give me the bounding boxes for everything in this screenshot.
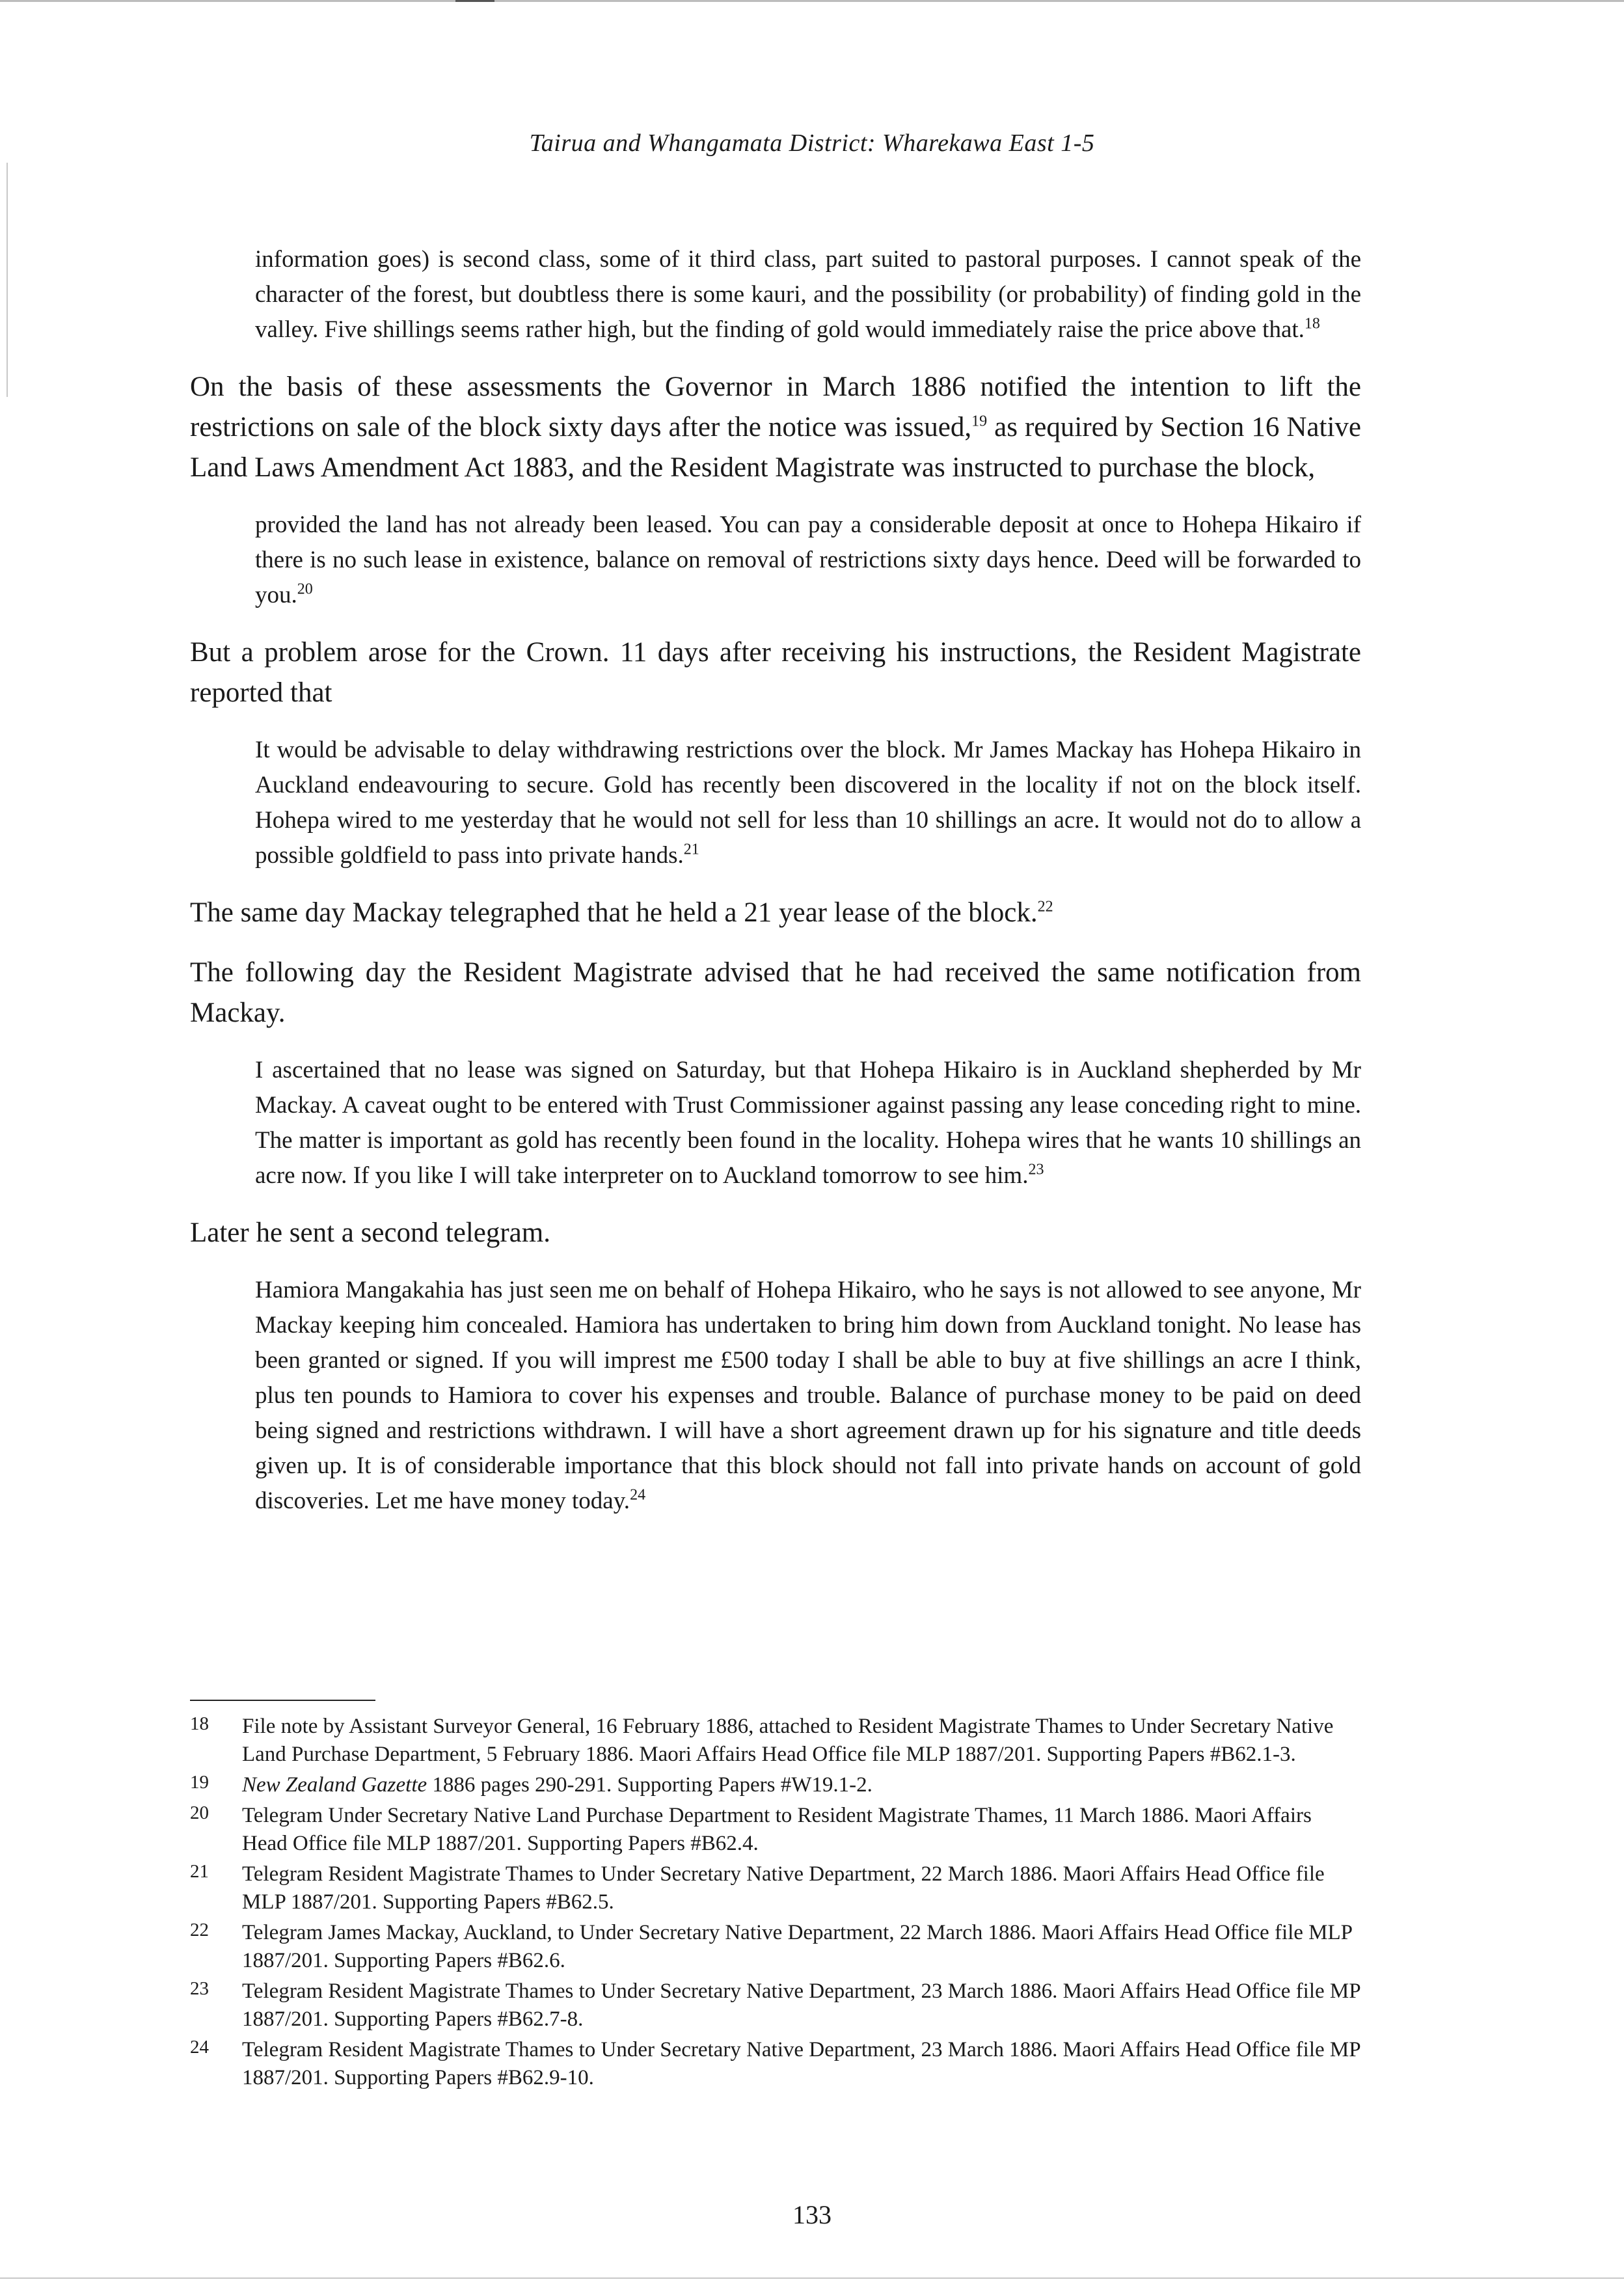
quote-text: provided the land has not already been leased. You can pay a considerable deposit at once to Hohepa Hikairo if there is no such lease in existence, balance on removal of restrictions sixty days hence. Deed will be forwarded to you. [255, 511, 1361, 608]
footnote-text: 1886 pages 290-291. Supporting Papers #W19.1-2. [427, 1773, 873, 1797]
footnote-title: New Zealand Gazette [242, 1773, 427, 1797]
block-quote [255, 508, 1361, 613]
footnote-number: 21 [190, 1861, 209, 1882]
paragraph [190, 632, 1361, 713]
page-body [190, 242, 1361, 1538]
paragraph [190, 893, 1361, 933]
footnote-number: 18 [190, 1713, 209, 1734]
scan-margin-line [7, 163, 8, 397]
paragraph-text: as required by Section 16 Native Land Laws Amendment Act 1883, and the Resident Magistrate was instructed to purchase the block, [190, 412, 1361, 483]
footnote-ref[interactable]: 18 [1304, 315, 1320, 333]
quote-text: information goes) is second class, some of it third class, part suited to pastoral purposes. I cannot speak of the character of the forest, but doubtless there is some kauri, and the possibility (or probability) of finding gold in the valley. Five shillings seems rather high, but the finding of gold would immediately raise the price above that. [255, 246, 1361, 343]
block-quote [255, 733, 1361, 873]
footnote-ref[interactable]: 20 [297, 580, 313, 598]
footnote-ref[interactable]: 21 [683, 841, 699, 858]
paragraph-text: The same day Mackay telegraphed that he held a 21 year lease of the block. [190, 897, 1038, 928]
quote-text: I ascertained that no lease was signed on Saturday, but that Hohepa Hikairo is in Auckland shepherded by Mr Mackay. A caveat ought to be entered with Trust Commissioner against passing any lease conceding right to mine. The matter is important as gold has recently been found in the locality. Hohepa wires that he wants 10 shillings an acre now. If you like I will take interpreter on to Auckland tomorrow to see him. [255, 1057, 1361, 1189]
page-number: 133 [792, 2200, 832, 2229]
running-head: Tairua and Whangamata District: Wharekawa East 1-5 [529, 129, 1095, 157]
scan-edge-mark [455, 0, 494, 2]
quote-text: It would be advisable to delay withdrawing restrictions over the block. Mr James Mackay has Hohepa Hikairo in Auckland endeavouring to secure. Gold has recently been discovered in the locality if not on the block itself. Hohepa wired to me yesterday that he would not sell for less than 10 shillings an acre. It would not do to allow a possible goldfield to pass into private hands. [255, 737, 1361, 869]
footnote-text: Telegram James Mackay, Auckland, to Under Secretary Native Department, 22 March 1886. Maori Affairs Head Office file MLP 1887/201. Supporting Papers #B62.6. [242, 1921, 1352, 1972]
scan-edge-bottom [0, 2277, 1624, 2279]
scan-edge-top [0, 0, 1624, 2]
paragraph [190, 953, 1361, 1033]
footnote-text: File note by Assistant Surveyor General, 16 February 1886, attached to Resident Magistrate Thames to Under Secretary Native Land Purchase Department, 5 February 1886. Maori Affairs Head Office file MLP 1887/201. Supporting Papers #B62.1-3. [242, 1715, 1334, 1766]
footnote [190, 1978, 1361, 2033]
paragraph-text: The following day the Resident Magistrate advised that he had received the same notification from Mackay. [190, 957, 1361, 1028]
block-quote [255, 242, 1361, 347]
footnote-ref[interactable]: 19 [971, 413, 988, 430]
block-quote [255, 1273, 1361, 1519]
footnote-number: 19 [190, 1772, 209, 1793]
footnote-ref[interactable]: 22 [1037, 898, 1053, 916]
footnote [190, 1860, 1361, 1916]
paragraph [190, 367, 1361, 488]
footnote [190, 2036, 1361, 2092]
footnote-ref[interactable]: 23 [1028, 1161, 1044, 1178]
footnote [190, 1802, 1361, 1858]
paragraph-text: On the basis of these assessments the Governor in March 1886 notified the intention to lift the restrictions on sale of the block sixty days after the notice was issued, [190, 372, 1361, 442]
footnote [190, 1771, 1361, 1799]
footnote [190, 1919, 1361, 1975]
footnote-text: Telegram Resident Magistrate Thames to Under Secretary Native Department, 22 March 1886. Maori Affairs Head Office file MLP 1887/201. Supporting Papers #B62.5. [242, 1862, 1325, 1914]
footnote [190, 1713, 1361, 1769]
footnote-text: Telegram Resident Magistrate Thames to Under Secretary Native Department, 23 March 1886. Maori Affairs Head Office file MP 1887/201. Supporting Papers #B62.7-8. [242, 1979, 1360, 2031]
footnote-number: 24 [190, 2037, 209, 2058]
paragraph-text: Later he sent a second telegram. [190, 1217, 550, 1248]
quote-text: Hamiora Mangakahia has just seen me on behalf of Hohepa Hikairo, who he says is not allowed to see anyone, Mr Mackay keeping him concealed. Hamiora has undertaken to bring him down from Auckland tonight. No lease has been granted or signed. If you will imprest me £500 today I shall be able to buy at five shillings an acre I think, plus ten pounds to Hamiora to cover his expenses and trouble. Balance of purchase money to be paid on deed being signed and restrictions withdrawn. I will have a short agreement drawn up for his signature and title deeds given up. It is of considerable importance that this block should not fall into private hands on account of gold discoveries. Let me have money today. [255, 1277, 1361, 1514]
footnote-number: 23 [190, 1978, 209, 1999]
footnote-text: Telegram Under Secretary Native Land Purchase Department to Resident Magistrate Thames, 11 March 1886. Maori Affairs Head Office file MLP 1887/201. Supporting Papers #B62.4. [242, 1804, 1312, 1855]
footnote-number: 20 [190, 1802, 209, 1823]
paragraph [190, 1213, 1361, 1253]
paragraph-text: But a problem arose for the Crown. 11 days after receiving his instructions, the Resident Magistrate reported that [190, 637, 1361, 708]
footnote-number: 22 [190, 1920, 209, 1940]
footnote-ref[interactable]: 24 [630, 1486, 646, 1504]
footnote-separator [190, 1700, 375, 1701]
footnotes [190, 1713, 1361, 2095]
footnote-text: Telegram Resident Magistrate Thames to Under Secretary Native Department, 23 March 1886. Maori Affairs Head Office file MP 1887/201. Supporting Papers #B62.9-10. [242, 2038, 1360, 2089]
block-quote [255, 1053, 1361, 1193]
